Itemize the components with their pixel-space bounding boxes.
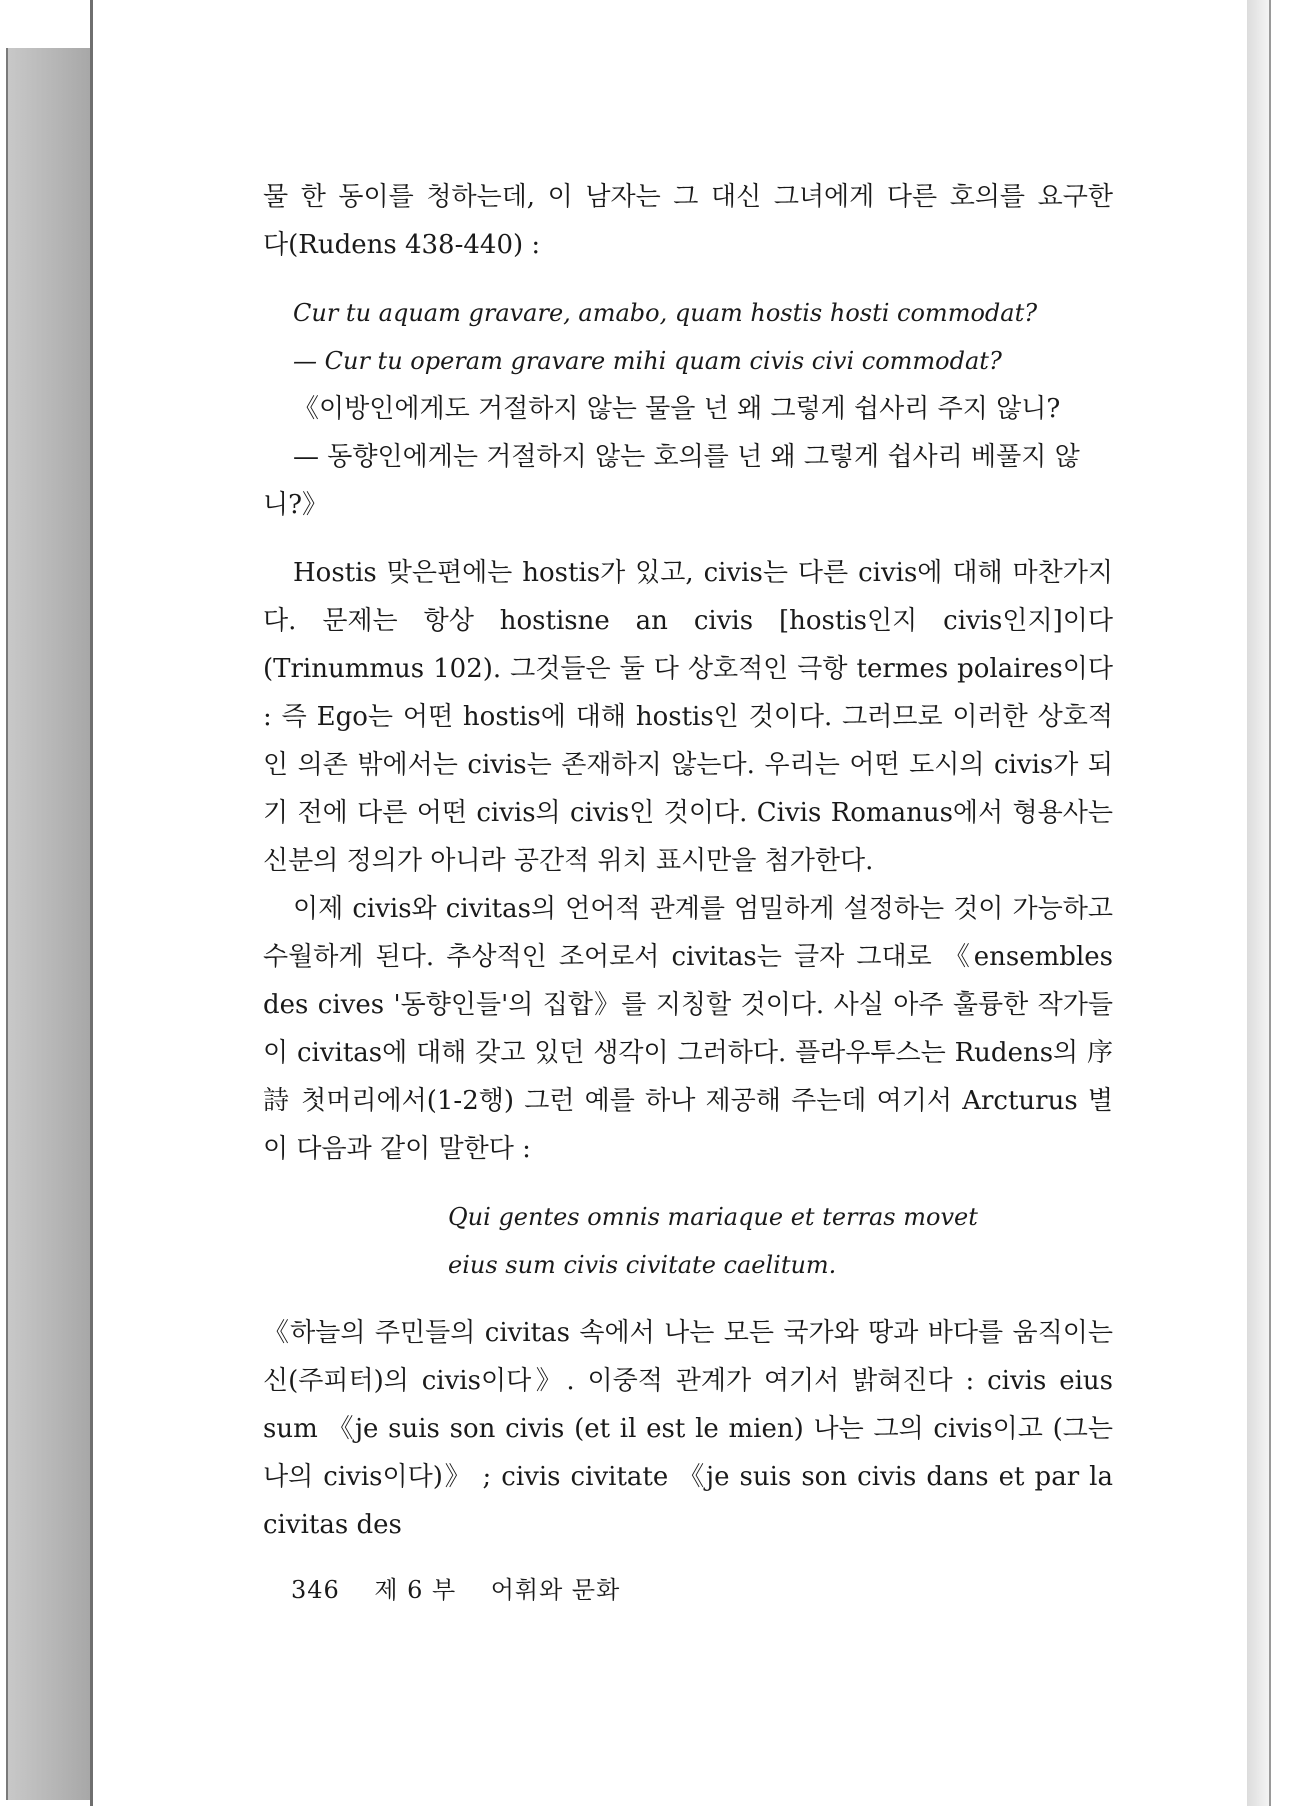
latin-quote-2: — Cur tu operam gravare mihi quam civis civi commodat? [293, 347, 1002, 375]
civitas-paragraph: 이제 civis와 civitas의 언어적 관계를 엄밀하게 설정하는 것이 가능하고 수월하게 된다. 추상적인 조어로서 civitas는 글자 그대로 《ensembles des cives '동향인들'의 집합》를 지칭할 것이다. 사실 아주 훌륭한 작가들이 civitas에 대해 갖고 있던 생각이 그러하다. 플라우투스는 Rudens의 序詩 첫머리에서(1-2행) 그런 예를 하나 제공해 주는데 여기서 Arcturus 별이 다음과 같이 말한다 : [263, 894, 1113, 1164]
footer-title: 어휘와 문화 [490, 1576, 621, 1604]
page-footer [291, 1570, 620, 1605]
final-paragraph: 《하늘의 주민들의 civitas 속에서 나는 모든 국가와 땅과 바다를 움직이는 신(주피터)의 civis이다》. 이중적 관계가 여기서 밝혀진다 : civis eius sum 《je suis son civis (et il est le mien) 나는 그의 civis이고 (그는 나의 civis이다)》 ; civis civitate 《je suis son civis dans et par la civitas des [263, 1318, 1113, 1540]
korean-quote-2: — 동향인에게는 거절하지 않는 호의를 넌 왜 그렇게 쉽사리 베풀지 않 [293, 442, 1080, 472]
hostis-paragraph: Hostis 맞은편에는 hostis가 있고, civis는 다른 civis에 대해 마찬가지다. 문제는 항상 hostisne an civis [hostis인지 civis인지]이다 (Trinummus 102). 그것들은 둘 다 상호적인 극항 termes polaires이다 : 즉 Ego는 어떤 hostis에 대해 hostis인 것이다. 그러므로 이러한 상호적인 의존 밖에서는 civis는 존재하지 않는다. 우리는 어떤 도시의 civis가 되기 전에 다른 어떤 civis의 civis인 것이다. Civis Romanus에서 형용사는 신분의 정의가 아니라 공간적 위치 표시만을 첨가한다. [263, 558, 1113, 876]
korean-quote-1: 《이방인에게도 거절하지 않는 물을 넌 왜 그렇게 쉽사리 주지 않니? [293, 394, 1061, 424]
page-number: 346 [291, 1576, 340, 1604]
intro-line-1: 물 한 동이를 청하는데, 이 남자는 그 대신 그녀에게 다른 호의를 요구한 [263, 182, 1113, 212]
arcturus-quote-1: Qui gentes omnis mariaque et terras movet [448, 1203, 978, 1231]
page-edge-shadow [1247, 0, 1269, 1806]
text-body [263, 173, 1113, 1549]
intro-line-2: 다(Rudens 438-440) : [263, 230, 541, 260]
footer-part: 제 6 부 [374, 1576, 457, 1604]
korean-quote-3: 니?》 [263, 490, 329, 520]
arcturus-quote-2: eius sum civis civitate caelitum. [448, 1251, 837, 1279]
book-spine [6, 48, 94, 1800]
latin-quote-1: Cur tu aquam gravare, amabo, quam hostis hosti commodat? [293, 299, 1038, 327]
